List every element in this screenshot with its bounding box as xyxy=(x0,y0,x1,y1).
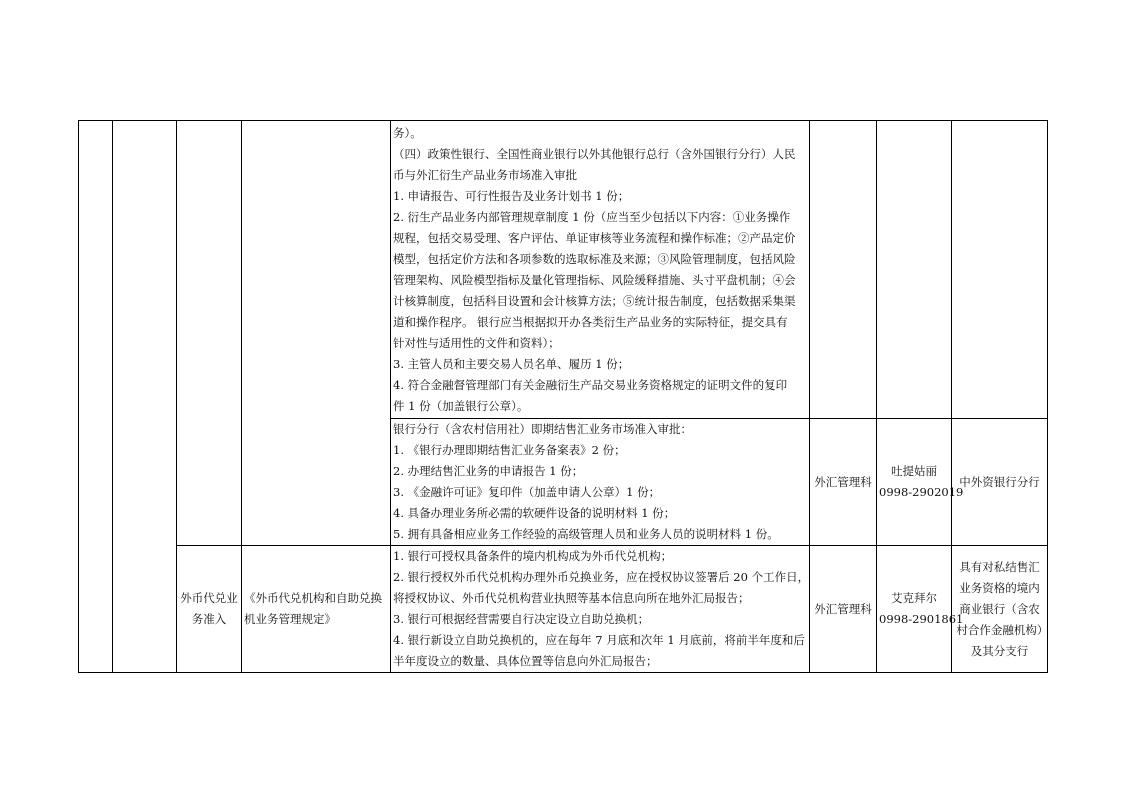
department-cell: 外汇管理科 xyxy=(810,546,877,673)
contact-phone: 0998-2901861 xyxy=(879,612,964,626)
regulation-cell xyxy=(242,121,391,546)
category-cell xyxy=(113,121,177,673)
materials-cell xyxy=(391,121,810,419)
materials-line: （四）政策性银行、全国性商业银行以外其他银行总行（含外国银行分行）人民 xyxy=(393,146,796,161)
item-name-cell xyxy=(177,121,242,546)
materials-line: 5. 拥有具备相应业务工作经验的高级管理人员和业务人员的说明材料 1 份。 xyxy=(393,527,779,541)
contact-cell xyxy=(877,419,964,546)
materials-line: 4. 银行新设立自助兑换机的，应在每年 7 月底和次年 1 月底前，将前半年度和后 xyxy=(393,633,805,647)
materials-line: 1. 申请报告、可行性报告及业务计划书 1 份； xyxy=(393,188,630,203)
regulation-cell: 《外币代兑机构和自助兑换机业务管理规定》 xyxy=(242,546,391,673)
contact-name: 吐提姑丽 xyxy=(891,464,937,478)
materials-line: 模型，包括定价方法和各项参数的选取标准及来源；③风险管理制度，包括风险 xyxy=(393,251,796,266)
materials-line: 3. 银行可根据经营需要自行决定设立自助兑换机； xyxy=(393,612,650,626)
materials-line: 管理架构、风险模型指标及量化管理指标、风险缓释措施、头寸平盘机制；④会 xyxy=(393,272,796,287)
table-row-fx-agency xyxy=(79,546,1048,673)
materials-line: 4. 具备办理业务所必需的软硬件设备的说明材料 1 份； xyxy=(393,506,676,520)
materials-line: 1. 《银行办理即期结售汇业务备案表》2 份； xyxy=(393,443,626,457)
materials-line: 1. 银行可授权具备条件的境内机构成为外币代兑机构； xyxy=(393,549,673,563)
materials-line: 务）。 xyxy=(393,125,422,140)
materials-line: 件 1 份（加盖银行公章）。 xyxy=(393,398,529,413)
applicable-cell: 具有对私结售汇业务资格的境内商业银行（含农村合作金融机构）及其分支行 xyxy=(952,546,1048,673)
materials-line: 2. 银行授权外币代兑机构办理外币兑换业务，应在授权协议签署后 20 个工作日， xyxy=(393,570,810,584)
applicable-cell: 中外资银行分行 xyxy=(952,419,1048,546)
materials-line: 道和操作程序。 银行应当根据拟开办各类衍生产品业务的实际特征，提交具有 xyxy=(393,314,788,329)
materials-line: 将授权协议、外币代兑机构营业执照等基本信息向所在地外汇局报告； xyxy=(393,591,750,605)
materials-line: 计核算制度，包括科目设置和会计核算方法；⑤统计报告制度，包括数据采集渠 xyxy=(393,293,796,308)
materials-cell xyxy=(391,546,810,673)
materials-line: 币与外汇衍生产品业务市场准入审批 xyxy=(393,167,577,182)
department-cell: 外汇管理科 xyxy=(810,419,877,546)
contact-cell xyxy=(877,121,952,419)
materials-line: 针对性与适用性的文件和资料）； xyxy=(393,335,560,350)
contact-name: 艾克拜尔 xyxy=(891,591,937,605)
materials-line: 3. 主管人员和主要交易人员名单、履历 1 份； xyxy=(393,356,630,371)
materials-line: 3. 《金融许可证》复印件（加盖申请人公章）1 份； xyxy=(393,485,661,499)
materials-line: 银行分行（含农村信用社）即期结售汇业务市场准入审批： xyxy=(393,422,692,436)
materials-cell xyxy=(391,419,810,546)
table-row-derivatives xyxy=(79,121,1048,419)
approval-table xyxy=(78,120,1048,673)
applicable-cell xyxy=(952,121,1048,419)
department-cell xyxy=(810,121,877,419)
contact-cell xyxy=(877,546,964,673)
materials-line: 4. 符合金融督管理部门有关金融衍生产品交易业务资格规定的证明文件的复印 xyxy=(393,377,788,392)
materials-line: 半年度设立的数量、具体位置等信息向外汇局报告； xyxy=(393,654,658,668)
materials-line: 2. 衍生产品业务内部管理规章制度 1 份（应当至少包括以下内容：①业务操作 xyxy=(393,209,791,224)
seq-cell xyxy=(79,121,113,673)
materials-line: 2. 办理结售汇业务的申请报告 1 份； xyxy=(393,464,584,478)
contact-phone: 0998-2902019 xyxy=(879,485,964,499)
item-name-cell: 外币代兑业务准入 xyxy=(177,546,242,673)
materials-line: 规程，包括交易受理、客户评估、单证审核等业务流程和操作标准；②产品定价 xyxy=(393,230,796,245)
